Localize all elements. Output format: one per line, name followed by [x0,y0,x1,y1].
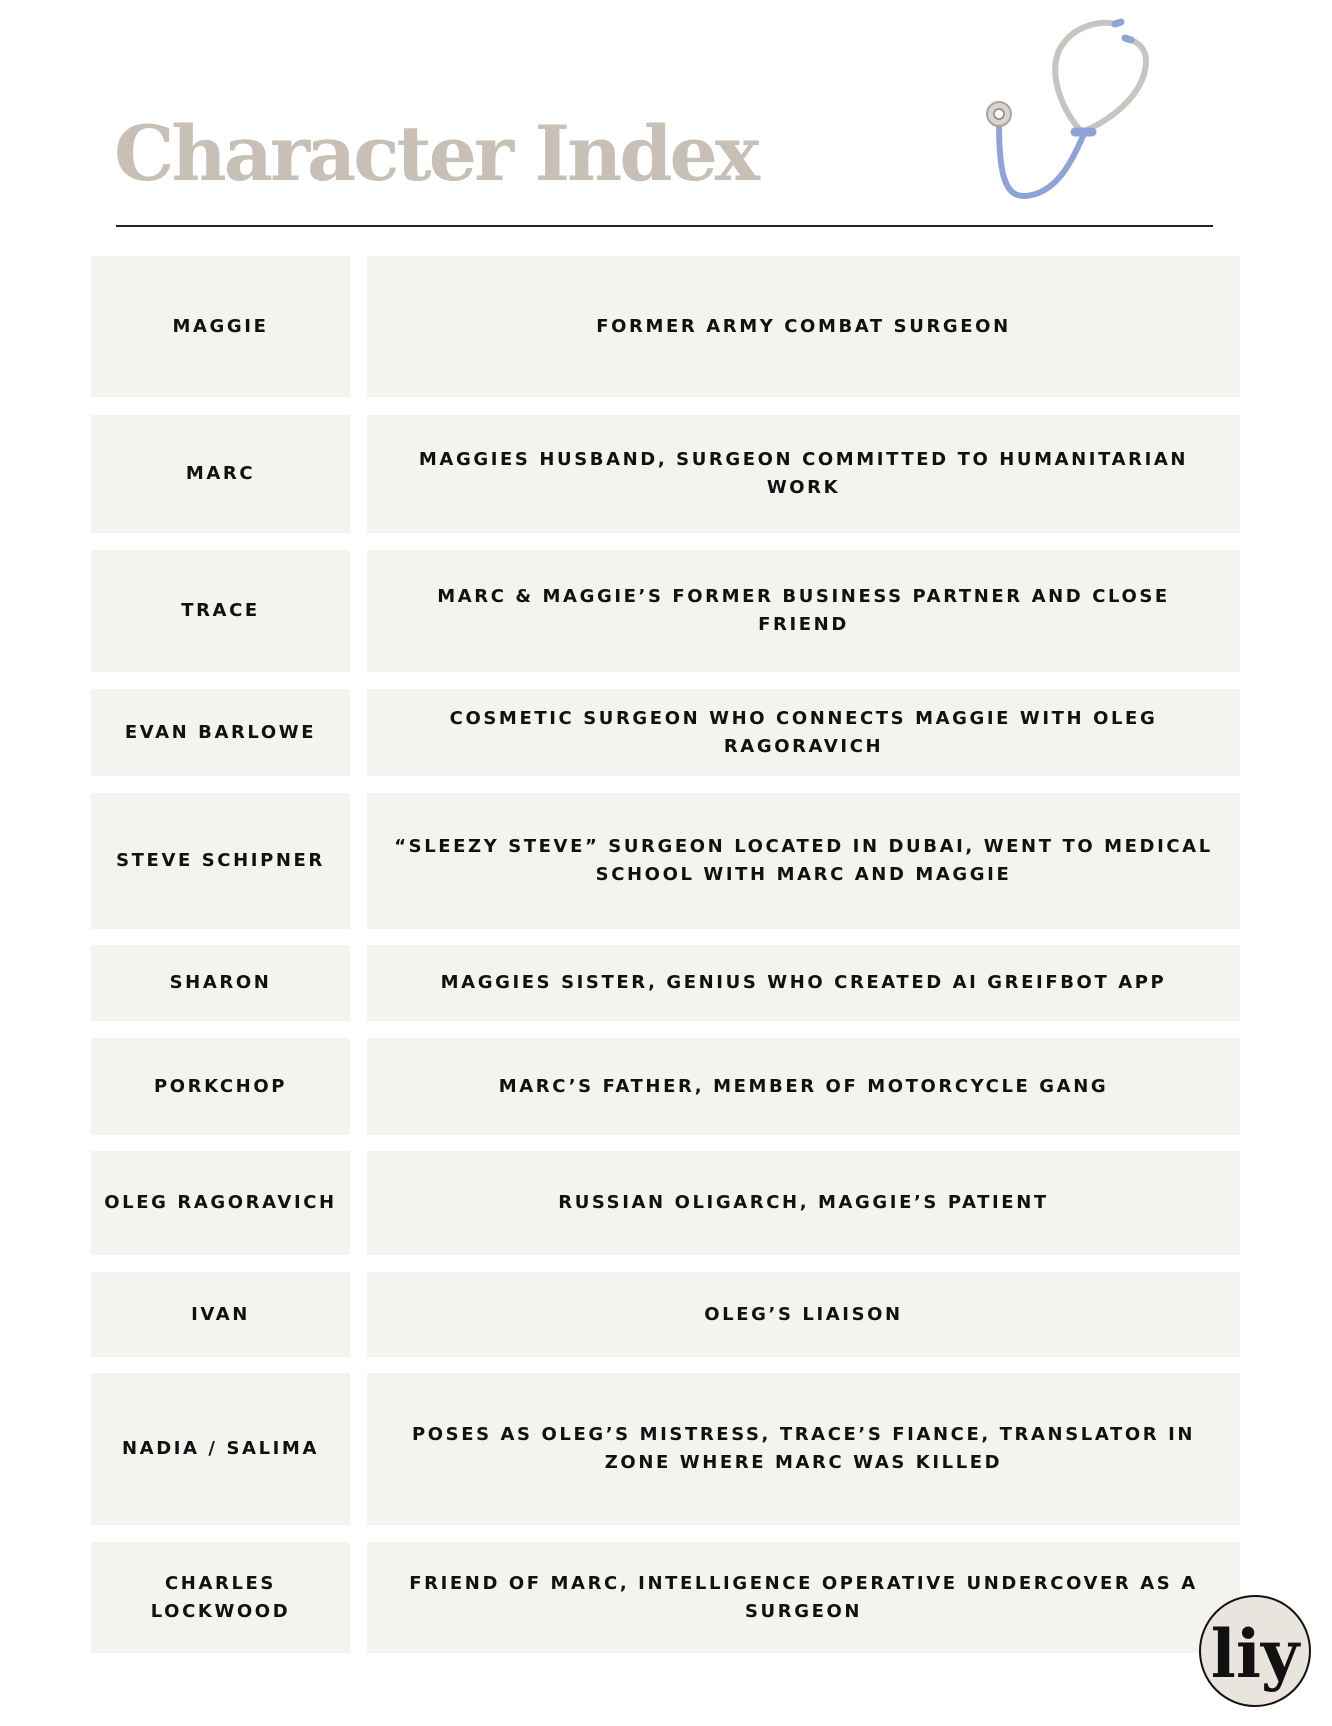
character-name: CHARLES LOCKWOOD [91,1542,350,1653]
character-name: EVAN BARLOWE [91,689,350,776]
character-description: MAGGIES HUSBAND, SURGEON COMMITTED TO HUMANITARIAN WORK [367,415,1240,533]
table-row [91,945,1240,1021]
character-name: SHARON [91,945,350,1021]
table-row [91,1542,1240,1653]
character-name: NADIA / SALIMA [91,1373,350,1525]
stethoscope-icon [975,14,1185,204]
character-name: MAGGIE [91,256,350,397]
table-row [91,1038,1240,1135]
character-description: MARC & MAGGIE’S FORMER BUSINESS PARTNER AND CLOSE FRIEND [367,550,1240,672]
table-row [91,1373,1240,1525]
table-row [91,1151,1240,1255]
table-row [91,689,1240,776]
character-description: FRIEND OF MARC, INTELLIGENCE OPERATIVE UNDERCOVER AS A SURGEON [367,1542,1240,1653]
character-name: PORKCHOP [91,1038,350,1135]
table-row [91,415,1240,533]
character-description: COSMETIC SURGEON WHO CONNECTS MAGGIE WITH OLEG RAGORAVICH [367,689,1240,776]
table-row [91,550,1240,672]
character-description: MARC’S FATHER, MEMBER OF MOTORCYCLE GANG [367,1038,1240,1135]
character-name: TRACE [91,550,350,672]
character-name: STEVE SCHIPNER [91,793,350,929]
liy-monogram-logo [1197,1593,1313,1709]
character-name: OLEG RAGORAVICH [91,1151,350,1255]
character-description: MAGGIES SISTER, GENIUS WHO CREATED AI GREIFBOT APP [367,945,1240,1021]
character-description: POSES AS OLEG’S MISTRESS, TRACE’S FIANCE, TRANSLATOR IN ZONE WHERE MARC WAS KILLED [367,1373,1240,1525]
title-divider [116,225,1213,227]
character-description: OLEG’S LIAISON [367,1272,1240,1357]
page-title: Character Index [114,109,758,198]
table-row [91,793,1240,929]
character-description: FORMER ARMY COMBAT SURGEON [367,256,1240,397]
character-name: IVAN [91,1272,350,1357]
character-name: MARC [91,415,350,533]
character-description: RUSSIAN OLIGARCH, MAGGIE’S PATIENT [367,1151,1240,1255]
character-description: “SLEEZY STEVE” SURGEON LOCATED IN DUBAI, WENT TO MEDICAL SCHOOL WITH MARC AND MAGGIE [367,793,1240,929]
table-row [91,1272,1240,1357]
table-row [91,256,1240,397]
svg-text:liy: liy [1210,1615,1300,1693]
